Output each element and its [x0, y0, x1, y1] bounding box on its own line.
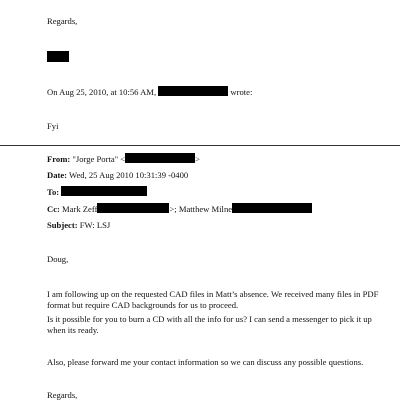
from-label: From:	[47, 154, 71, 164]
quote-attribution	[47, 86, 252, 98]
cc-separator: >; Matthew Milne	[169, 204, 233, 214]
paragraph-1: I am following up on the requested CAD files in Matt’s absence. We received many files in PDF format but require CAD backgrounds for us to proceed.	[47, 289, 379, 310]
to-row	[47, 186, 147, 198]
date-row	[47, 170, 188, 181]
redacted-sender	[158, 86, 228, 96]
cc-name-1: Mark Zeff	[62, 204, 98, 214]
redacted-from-email	[125, 153, 195, 163]
redacted-to	[61, 186, 147, 196]
redacted-signature	[47, 51, 69, 62]
closing-text: Regards,	[47, 390, 78, 400]
subject-value: FW: LSJ	[79, 220, 111, 230]
cc-label: Cc:	[47, 204, 60, 214]
cc-row	[47, 203, 312, 215]
greeting-text: Doug,	[47, 254, 69, 264]
quote-prefix: On Aug 25, 2010, at 10:56 AM,	[47, 87, 157, 97]
regards-text: Regards,	[47, 16, 78, 26]
subject-row	[47, 220, 110, 231]
from-value: "Jorge Porta" <	[72, 154, 126, 164]
from-row	[47, 153, 200, 165]
message-divider	[0, 145, 400, 146]
to-label: To:	[47, 187, 60, 197]
paragraph-2: Is it possible for you to burn a CD with all the info for us? I can send a messenger to pick it up when its ready.	[47, 314, 372, 335]
from-close: >	[195, 154, 201, 164]
quote-suffix: wrote:	[230, 87, 253, 97]
paragraph-3: Also, please forward me your contact information so we can discuss any possible questions.	[47, 357, 364, 367]
date-label: Date:	[47, 170, 68, 180]
redacted-cc-2	[232, 203, 312, 213]
date-value: Wed, 25 Aug 2010 10:31:39 -0400	[69, 170, 189, 180]
subject-label: Subject:	[47, 220, 78, 230]
fyi-text: Fyi	[47, 121, 59, 131]
redacted-cc-1	[97, 203, 169, 213]
